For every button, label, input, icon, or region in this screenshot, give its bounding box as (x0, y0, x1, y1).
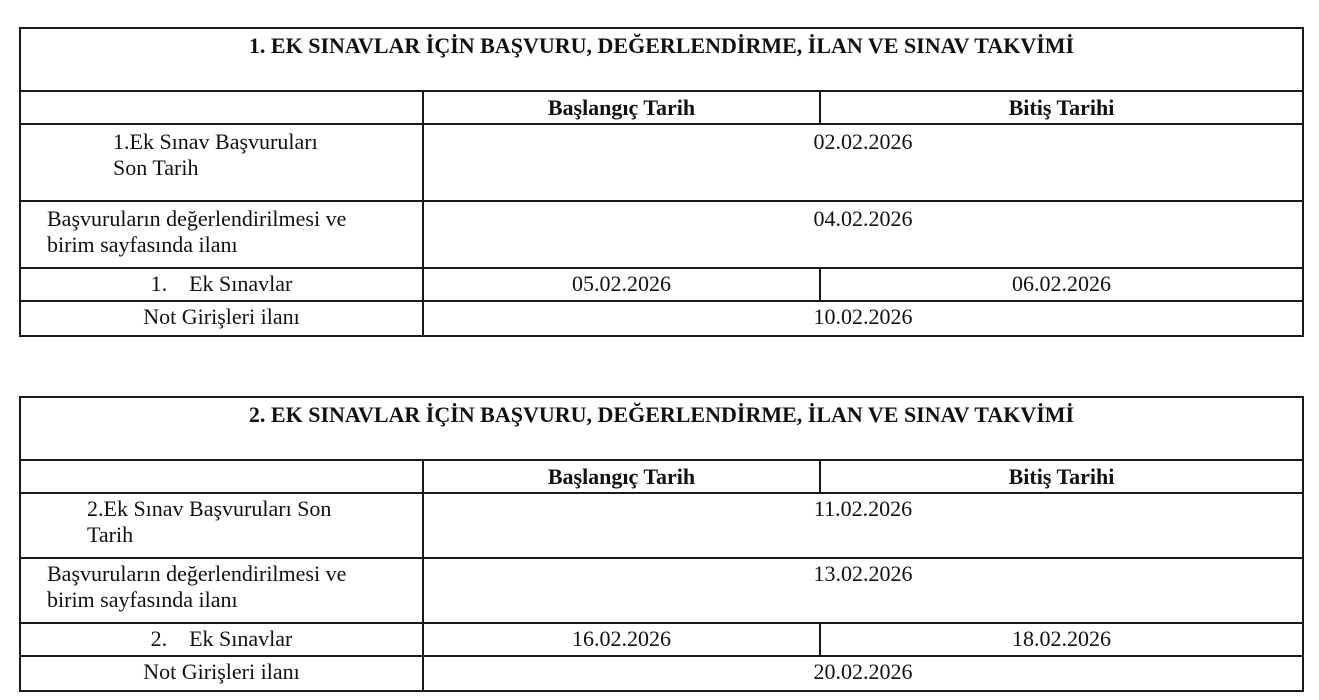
date-value: 10.02.2026 (423, 301, 1303, 336)
empty-header-cell (20, 460, 423, 493)
end-date-header: Bitiş Tarihi (820, 91, 1303, 124)
exam-schedule-table-2 (19, 396, 1304, 692)
date-value: 11.02.2026 (423, 493, 1303, 558)
label-line: birim sayfasında ilanı (47, 587, 238, 612)
start-date-header: Başlangıç Tarih (423, 460, 820, 493)
end-date-value: 06.02.2026 (820, 268, 1303, 301)
row-label (20, 201, 423, 268)
label-line: birim sayfasında ilanı (47, 232, 238, 257)
end-date-header: Bitiş Tarihi (820, 460, 1303, 493)
table-title: 2. EK SINAVLAR İÇİN BAŞVURU, DEĞERLENDİRME, İLAN VE SINAV TAKVİMİ (20, 397, 1303, 460)
start-date-header: Başlangıç Tarih (423, 91, 820, 124)
label-line: Tarih (87, 522, 134, 547)
date-value: 13.02.2026 (423, 558, 1303, 623)
row-label (20, 493, 423, 558)
date-value: 04.02.2026 (423, 201, 1303, 268)
start-date-value: 05.02.2026 (423, 268, 820, 301)
row-label (20, 558, 423, 623)
row-label (20, 124, 423, 201)
end-date-value: 18.02.2026 (820, 623, 1303, 656)
empty-header-cell (20, 91, 423, 124)
label-line: Son Tarih (113, 155, 199, 180)
table-title: 1. EK SINAVLAR İÇİN BAŞVURU, DEĞERLENDİRME, İLAN VE SINAV TAKVİMİ (20, 28, 1303, 91)
date-value: 20.02.2026 (423, 656, 1303, 691)
label-line: 2.Ek Sınav Başvuruları Son (87, 496, 332, 521)
row-label: 1. Ek Sınavlar (20, 268, 423, 301)
exam-schedule-table-1 (19, 27, 1304, 337)
row-label: 2. Ek Sınavlar (20, 623, 423, 656)
label-line: Başvuruların değerlendirilmesi ve (47, 206, 347, 231)
date-value: 02.02.2026 (423, 124, 1303, 201)
label-line: 1.Ek Sınav Başvuruları (113, 129, 318, 154)
row-label: Not Girişleri ilanı (20, 656, 423, 691)
start-date-value: 16.02.2026 (423, 623, 820, 656)
row-label: Not Girişleri ilanı (20, 301, 423, 336)
label-line: Başvuruların değerlendirilmesi ve (47, 561, 347, 586)
